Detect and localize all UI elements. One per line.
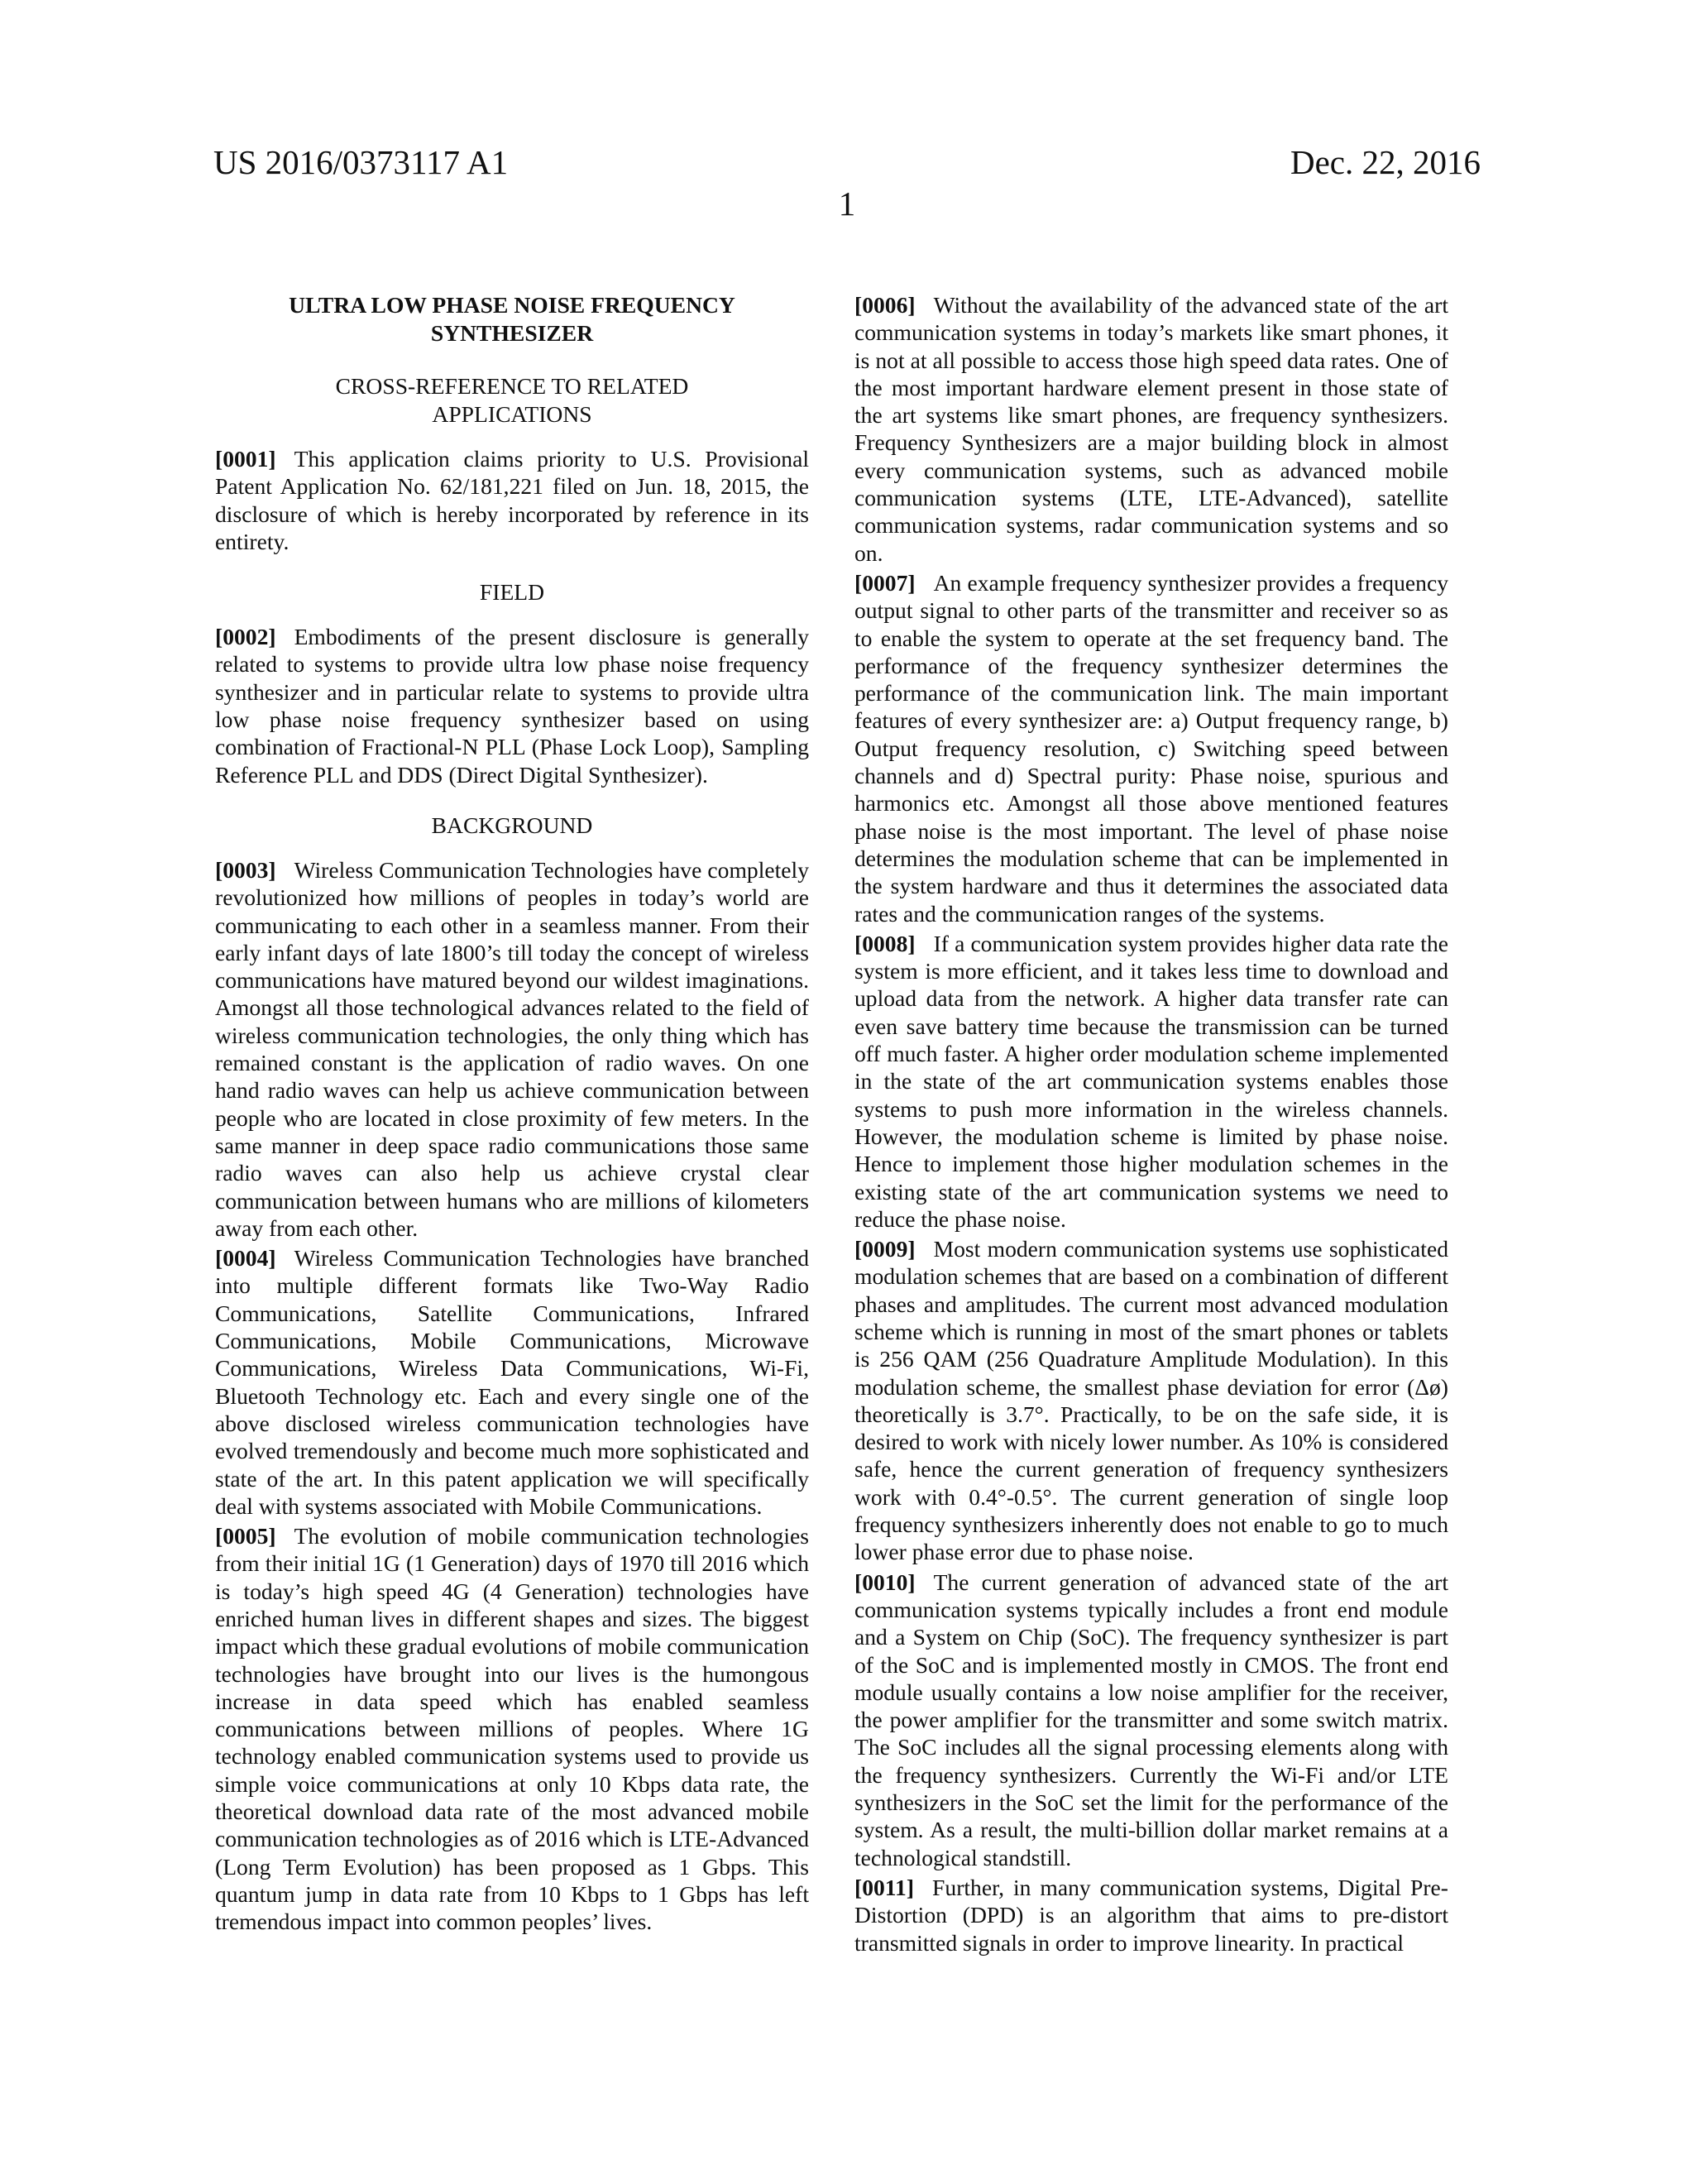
field-heading: FIELD (479, 579, 545, 606)
title-line: SYNTHESIZER (430, 320, 594, 346)
paragraph-number: [0001] (215, 446, 276, 472)
paragraph (215, 623, 809, 788)
right-column (854, 291, 1448, 1959)
paragraph-text: Without the availability of the advanced state of the art communication systems in today’s markets like smart phones, it is not at all possible to access those high speed data rates. One of the most important hardware element present in those state of the art systems like smart phones, are frequency synthesizers. Frequency Synthesizers are a major building block in almost every communication systems, such as advanced mobile communication systems (LTE, LTE-Advanced), satellite communication systems, radar communication systems and so on. (854, 292, 1448, 566)
background-heading: BACKGROUND (431, 812, 593, 838)
paragraph (215, 445, 809, 555)
publication-number: US 2016/0373117 A1 (213, 143, 509, 181)
paragraph-number: [0003] (215, 856, 276, 883)
paragraph-number: [0007] (854, 569, 916, 596)
paragraph-number: [0002] (215, 624, 276, 650)
paragraph (854, 291, 1448, 567)
paragraph-text: This application claims priority to U.S. Provisional Patent Application No. 62/181,221 filed on Jun. 18, 2015, the disclosure of which is hereby incorporated by reference in its entirety. (215, 446, 809, 554)
paragraph (854, 569, 1448, 927)
paragraph-text: Further, in many communication systems, Digital Pre-Distortion (DPD) is an algorithm that aims to pre-distort transmitted signals in order to improve linearity. In practical (854, 1874, 1448, 1956)
paragraph-text: Wireless Communication Technologies have branched into multiple different formats like Two-Way Radio Communications, Satellite Communications, Infrared Communications, Mobile Communications, Microwave Communications, Wireless Data Communications, Wi-Fi, Bluetooth Technology etc. Each and every single one of the above disclosed wireless communication technologies have evolved tremendously and become much more sophisticated and state of the art. In this patent application we will specifically deal with systems associated with Mobile Communications. (215, 1245, 809, 1519)
paragraph-number: [0009] (854, 1236, 916, 1262)
paragraph-number: [0011] (854, 1874, 915, 1900)
paragraph-text: An example frequency synthesizer provides a frequency output signal to other parts of the transmitter and receiver so as to enable the system to operate at the set frequency band. The performance of the frequency synthesizer determines the performance of the communication link. The main important features of every synthesizer are: a) Output frequency range, b) Output frequency resolution, c) Switching speed between channels and d) Spectral purity: Phase noise, spurious and harmonics etc. Amongst all those above mentioned features phase noise is the most important. The level of phase noise determines the modulation scheme that can be implemented in the system hardware and thus it determines the associated data rates and the communication ranges of the systems. (854, 569, 1448, 927)
heading-line: APPLICATIONS (432, 401, 592, 427)
paragraph-number: [0006] (854, 292, 916, 318)
title-line: ULTRA LOW PHASE NOISE FREQUENCY (289, 292, 735, 318)
paragraph (215, 1522, 809, 1935)
paragraph (215, 1244, 809, 1520)
paragraph (854, 1874, 1448, 1956)
document-title (215, 291, 809, 347)
paragraph (854, 1569, 1448, 1871)
paragraph-text: Wireless Communication Technologies have completely revolutionized how millions of peoples in today’s world are communicating to each other in a seamless manner. From their early infant days of late 1800’s till today the concept of wireless communications have matured beyond our wildest imaginations. Amongst all those technological advances related to the field of wireless communication technologies, the only thing which has remained constant is the application of radio waves. On one hand radio waves can help us achieve communication between people who are located in close proximity of few meters. In the same manner in deep space radio communications those same radio waves can also help us achieve crystal clear communication between humans who are millions of kilometers away from each other. (215, 856, 809, 1241)
paragraph-number: [0004] (215, 1245, 276, 1272)
page-number: 1 (838, 184, 856, 223)
paragraph (854, 1235, 1448, 1566)
left-column (215, 291, 809, 1938)
paragraph-number: [0005] (215, 1523, 276, 1549)
paragraph-text: The current generation of advanced state of the art communication systems typically includes a front end module and a System on Chip (SoC). The frequency synthesizer is part of the SoC and is implemented mostly in CMOS. The front end module usually contains a low noise amplifier for the receiver, the power amplifier for the transmitter and some switch matrix. The SoC includes all the signal processing elements along with the frequency synthesizers. Currently the Wi-Fi and/or LTE synthesizers in the SoC set the limit for the performance of the system. As a result, the multi-billion dollar market remains at a technological standstill. (854, 1569, 1448, 1870)
paragraph-text: Embodiments of the present disclosure is generally related to systems to provide ultra low phase noise frequency synthesizer and in particular relate to systems to provide ultra low phase noise frequency synthesizer based on using combination of Fractional-N PLL (Phase Lock Loop), Sampling Reference PLL and DDS (Direct Digital Synthesizer). (215, 624, 809, 788)
paragraph-text: The evolution of mobile communication technologies from their initial 1G (1 Generation) days of 1970 till 2016 which is today’s high speed 4G (4 Generation) technologies have enriched human lives in different shapes and sizes. The biggest impact which these gradual evolutions of mobile communication technologies have brought into our lives is the humongous increase in data speed which has enabled seamless communications between millions of peoples. Where 1G technology enabled communication systems used to provide us simple voice communications at only 10 Kbps data rate, the theoretical download data rate of the most advanced mobile communication technologies as of 2016 which is LTE-Advanced (Long Term Evolution) has been proposed as 1 Gbps. This quantum jump in data rate from 10 Kbps to 1 Gbps has left tremendous impact into common peoples’ lives. (215, 1523, 809, 1935)
paragraph-number: [0010] (854, 1569, 916, 1595)
cross-reference-heading (215, 372, 809, 429)
heading-line: CROSS-REFERENCE TO RELATED (335, 373, 689, 399)
paragraph (854, 930, 1448, 1233)
publication-date: Dec. 22, 2016 (1290, 143, 1481, 181)
paragraph-text: If a communication system provides higher data rate the system is more efficient, and it takes less time to download and upload data from the network. A higher data transfer rate can even save battery time because the transmission can be turned off much faster. A higher order modulation scheme implemented in the state of the art communication systems enables those systems to push more information in the wireless channels. However, the modulation scheme is limited by phase noise. Hence to implement those higher modulation schemes in the existing state of the art communication systems we need to reduce the phase noise. (854, 930, 1448, 1232)
paragraph-number: [0008] (854, 930, 916, 956)
paragraph-text: Most modern communication systems use sophisticated modulation schemes that are based on a combination of different phases and amplitudes. The current most advanced modulation scheme which is running in most of the smart phones or tablets is 256 QAM (256 Quadrature Amplitude Modulation). In this modulation scheme, the smallest phase deviation for error (Δø) theoretically is 3.7°. Practically, to be on the safe side, it is desired to work with nicely lower number. As 10% is considered safe, hence the current generation of frequency synthesizers work with 0.4°-0.5°. The current generation of single loop frequency synthesizers inherently does not enable to go to much lower phase error due to phase noise. (854, 1236, 1448, 1565)
paragraph (215, 856, 809, 1242)
